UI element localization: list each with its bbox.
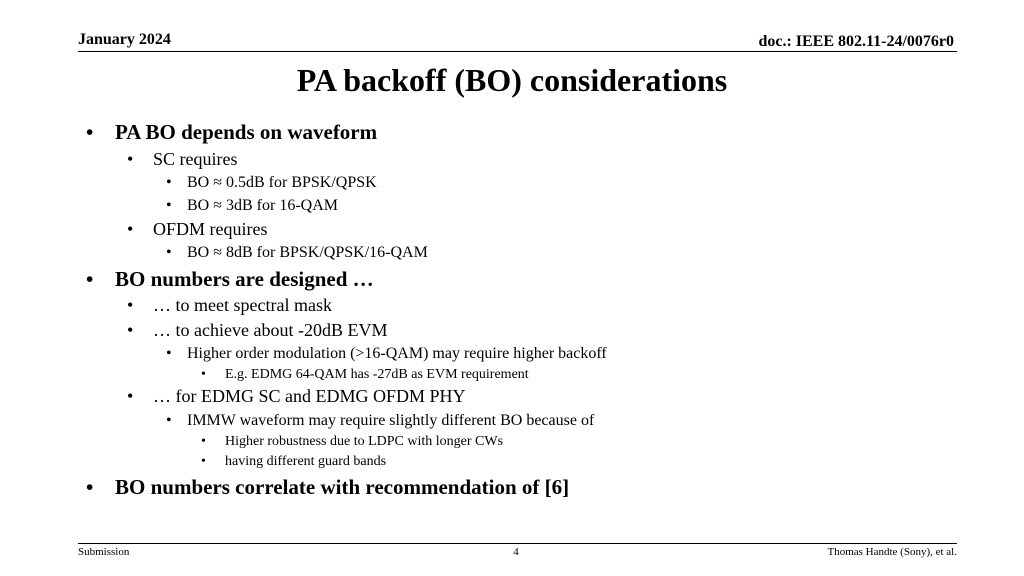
bullet-dot: • — [127, 149, 134, 169]
bullet-item — [166, 197, 338, 215]
bullet-dot: • — [166, 197, 172, 214]
bullet-text: BO ≈ 3dB for 16-QAM — [187, 197, 338, 214]
bullet-dot: • — [86, 475, 94, 499]
bullet-text: PA BO depends on waveform — [115, 120, 378, 144]
header-divider — [78, 51, 957, 52]
bullet-item — [201, 454, 387, 470]
bullet-text: BO ≈ 8dB for BPSK/QPSK/16-QAM — [187, 244, 428, 261]
bullet-item — [166, 244, 428, 262]
bullet-text: having different guard bands — [225, 454, 387, 469]
bullet-item — [166, 345, 607, 363]
bullet-item — [127, 149, 238, 170]
footer-divider — [78, 543, 957, 544]
bullet-dot: • — [86, 120, 94, 144]
bullet-dot: • — [201, 434, 206, 449]
bullet-text: SC requires — [153, 149, 238, 169]
bullet-dot: • — [166, 412, 172, 429]
bullet-item — [127, 386, 466, 407]
bullet-text: Higher robustness due to LDPC with longer CWs — [225, 434, 504, 449]
bullet-dot: • — [166, 345, 172, 362]
bullet-item — [201, 367, 529, 383]
bullet-text: Higher order modulation (>16-QAM) may require higher backoff — [187, 345, 607, 362]
bullet-dot: • — [201, 454, 206, 469]
bullet-item — [86, 475, 570, 500]
bullet-text: … to meet spectral mask — [153, 295, 332, 315]
bullet-text: BO numbers are designed … — [115, 267, 374, 291]
bullet-text: IMMW waveform may require slightly different BO because of — [187, 412, 595, 429]
bullet-item — [166, 412, 595, 430]
bullet-dot: • — [201, 367, 206, 382]
footer-submission: Submission — [78, 546, 130, 558]
bullet-item — [201, 434, 504, 450]
bullet-dot: • — [127, 295, 134, 315]
bullet-item — [86, 120, 378, 145]
bullet-dot: • — [166, 244, 172, 261]
bullet-dot: • — [86, 267, 94, 291]
header-date: January 2024 — [78, 31, 171, 48]
bullet-text: BO numbers correlate with recommendation of [6] — [115, 475, 570, 499]
footer-author: Thomas Handte (Sony), et al. — [827, 546, 957, 558]
bullet-item — [127, 219, 268, 240]
bullet-item — [127, 295, 332, 316]
bullet-dot: • — [166, 174, 172, 191]
slide-title: PA backoff (BO) considerations — [296, 62, 728, 98]
bullet-text: E.g. EDMG 64-QAM has -27dB as EVM requirement — [225, 367, 529, 382]
bullet-item — [127, 320, 388, 341]
bullet-dot: • — [127, 386, 134, 406]
bullet-text: … to achieve about -20dB EVM — [153, 320, 388, 340]
bullet-text: OFDM requires — [153, 219, 268, 239]
bullet-text: … for EDMG SC and EDMG OFDM PHY — [153, 386, 466, 406]
bullet-item — [86, 267, 374, 292]
bullet-item — [166, 174, 377, 192]
bullet-dot: • — [127, 219, 134, 239]
page-number: 4 — [513, 546, 519, 558]
bullet-dot: • — [127, 320, 134, 340]
header-doc-id: doc.: IEEE 802.11-24/0076r0 — [758, 33, 954, 50]
bullet-text: BO ≈ 0.5dB for BPSK/QPSK — [187, 174, 377, 191]
